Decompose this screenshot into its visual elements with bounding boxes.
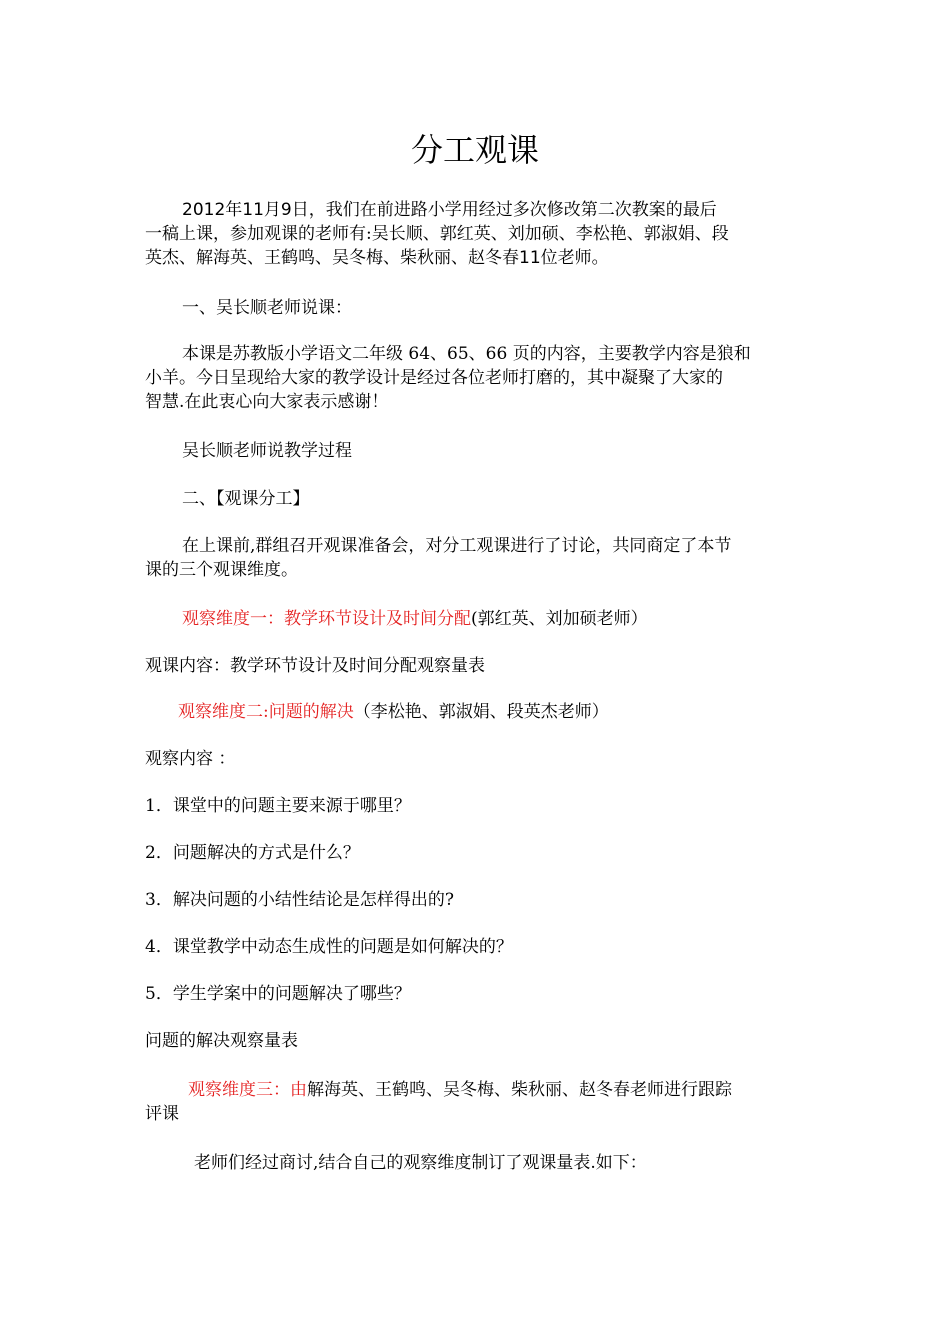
dimension-2: 观察维度二:问题的解决（李松艳、郭淑娟、段英杰老师） [178, 702, 609, 722]
lesson-line-1: 本课是苏教版小学语文二年级 64、65、66 页的内容，主要教学内容是狼和 [182, 344, 751, 364]
closing-text: 老师们经过商讨,结合自己的观察维度制订了观课量表.如下： [194, 1153, 647, 1173]
dimension-3-line-2: 评课 [145, 1104, 179, 1124]
section-2-heading: 二、【观课分工】 [182, 489, 310, 509]
intro-line-2: 一稿上课，参加观课的老师有:吴长顺、郭红英、刘加硕、李松艳、郭淑娟、段 [145, 224, 729, 244]
section-1-heading: 一、吴长顺老师说课： [182, 298, 352, 318]
page-title: 分工观课 [410, 131, 539, 169]
meeting-line-2: 课的三个观课维度。 [145, 560, 298, 580]
meeting-line-1: 在上课前,群组召开观课准备会，对分工观课进行了讨论，共同商定了本节 [182, 536, 732, 556]
dimension-3: 观察维度三：由解海英、王鹤鸣、吴冬梅、柴秋丽、赵冬春老师进行跟踪 [188, 1080, 732, 1100]
question-item: 1．课堂中的问题主要来源于哪里？ [145, 796, 411, 816]
question-item: 2．问题解决的方式是什么？ [145, 843, 360, 863]
lesson-line-2: 小羊。今日呈现给大家的教学设计是经过各位老师打磨的，其中凝聚了大家的 [145, 368, 723, 388]
question-item: 5．学生学案中的问题解决了哪些？ [145, 984, 411, 1004]
dimension-3-label: 观察维度三：由 [188, 1080, 307, 1100]
lesson-line-3: 智慧.在此衷心向大家表示感谢！ [145, 392, 389, 412]
question-item: 3．解决问题的小结性结论是怎样得出的? [145, 890, 454, 910]
teaching-process: 吴长顺老师说教学过程 [182, 441, 352, 461]
dimension-2-label: 观察维度二:问题的解决 [178, 702, 354, 722]
intro-line-3: 英杰、解海英、王鹤鸣、吴冬梅、柴秋丽、赵冬春11位老师。 [145, 248, 609, 268]
dimension-1: 观察维度一：教学环节设计及时间分配(郭红英、刘加硕老师） [182, 609, 648, 629]
dimension-1-content: 观课内容：教学环节设计及时间分配观察量表 [145, 656, 485, 676]
dimension-2-scale: 问题的解决观察量表 [145, 1031, 298, 1051]
dimension-2-content-label: 观察内容 ： [145, 749, 236, 769]
question-item: 4．课堂教学中动态生成性的问题是如何解决的？ [145, 937, 513, 957]
intro-line-1: 2012年11月9日，我们在前进路小学用经过多次修改第二次教案的最后 [182, 200, 717, 220]
dimension-1-label: 观察维度一：教学环节设计及时间分配 [182, 609, 471, 629]
